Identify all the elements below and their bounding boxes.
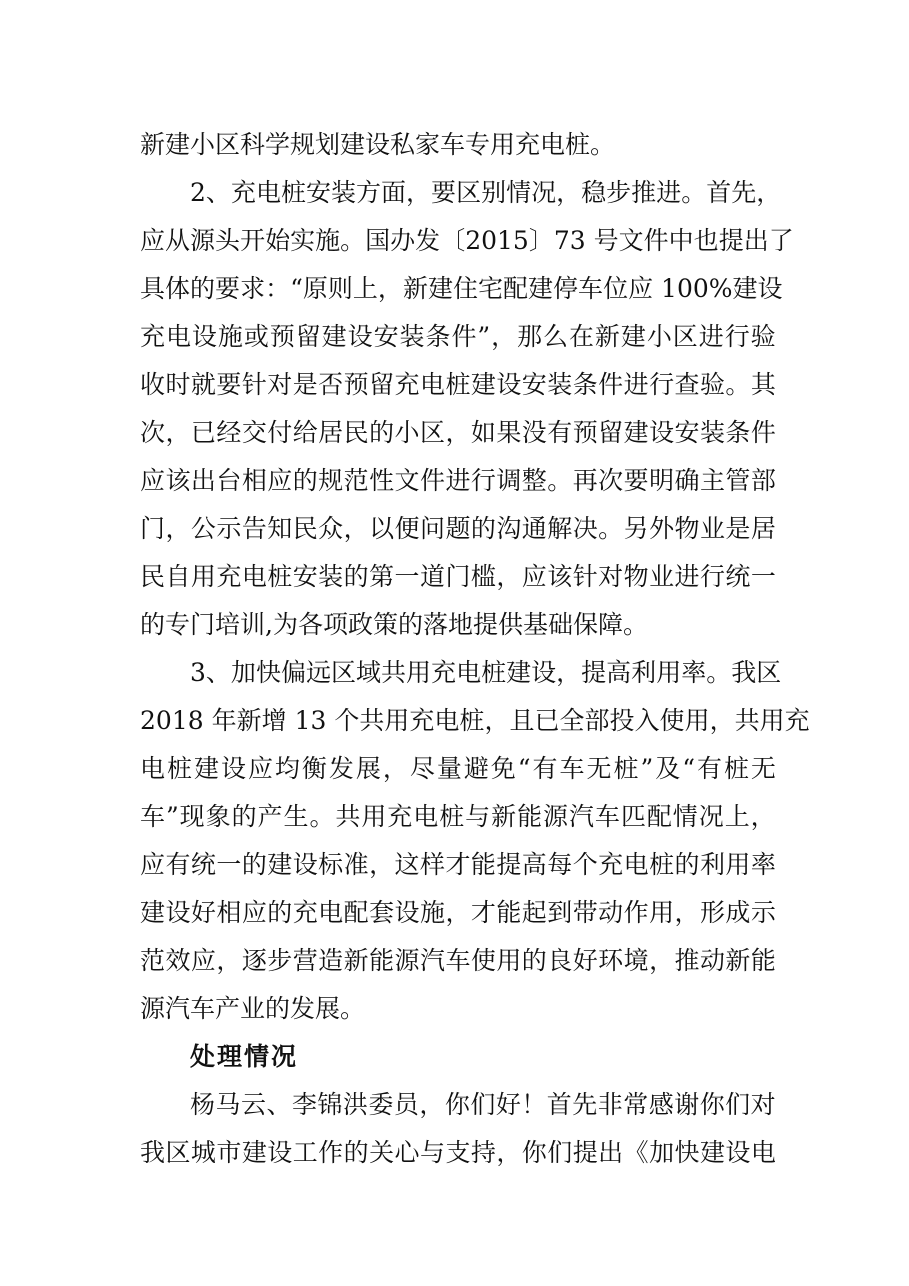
text-line-10: 民 自 用 充 电 桩 安 装 的 第 一 道 门 槛 ， 应 该 针 对 物 业 进 行 统 一 [140, 562, 776, 591]
text-line-4: 具 体 的 要 求 ： “ 原 则 上 ， 新 建 住 宅 配 建 停 车 位 应 1 0 0 % 建 设 [140, 274, 783, 303]
text-line-14: 电 桩 建 设 应 均 衡 发 展 ， 尽 量 避 免 “ 有 车 无 桩 ” 及 “ 有 桩 无 [140, 754, 776, 783]
text-line-9: 门 ， 公 示 告 知 民 众 ， 以 便 问 题 的 沟 通 解 决 。 另 外 物 业 是 居 [140, 514, 776, 543]
text-line-8: 应 该 出 台 相 应 的 规 范 性 文 件 进 行 调 整 。 再 次 要 明 确 主 管 部 [140, 466, 776, 495]
text-line-17: 建 设 好 相 应 的 充 电 配 套 设 施 ， 才 能 起 到 带 动 作 用 ， 形 成 示 [140, 898, 776, 927]
text-line-5: 充 电 设 施 或 预 留 建 设 安 装 条 件 ” ， 那 么 在 新 建 小 区 进 行 验 [140, 322, 776, 351]
text-line-15: 车 ” 现 象 的 产 生 。 共 用 充 电 桩 与 新 能 源 汽 车 匹 配 情 况 上 ， [140, 802, 776, 831]
text-line-19: 源汽车产业的发展。 [140, 994, 366, 1023]
text-line-2: 2 、 充 电 桩 安 装 方 面 ， 要 区 别 情 况 ， 稳 步 推 进 。 首 先 ， [190, 178, 782, 207]
text-line-21: 杨 马 云 、 李 锦 洪 委 员 ， 你 们 好 ！ 首 先 非 常 感 谢 你 们 对 [190, 1090, 776, 1119]
text-line-11: 的专门培训,为各项政策的落地提供基础保障。 [140, 610, 648, 639]
text-line-13: 2 0 1 8 年 新 增 1 3 个 共 用 充 电 桩 ， 且 已 全 部 投 入 使 用 ， 共 用 充 [140, 706, 810, 735]
text-line-12: 3 、 加 快 偏 远 区 域 共 用 充 电 桩 建 设 ， 提 高 利 用 率 。 我 区 [190, 658, 782, 687]
text-line-22: 我 区 城 市 建 设 工 作 的 关 心 与 支 持 ， 你 们 提 出 《 加 快 建 设 电 [140, 1138, 776, 1167]
text-line-18: 范 效 应 ， 逐 步 营 造 新 能 源 汽 车 使 用 的 良 好 环 境 ， 推 动 新 能 [140, 946, 776, 975]
section-heading: 处理情况 [190, 1042, 299, 1071]
text-line-16: 应 有 统 一 的 建 设 标 准 ， 这 样 才 能 提 高 每 个 充 电 桩 的 利 用 率 [140, 850, 776, 879]
text-line-1: 新建小区科学规划建设私家车专用充电桩。 [140, 130, 616, 159]
text-line-6: 收 时 就 要 针 对 是 否 预 留 充 电 桩 建 设 安 装 条 件 进 行 查 验 。 其 [140, 370, 776, 399]
text-line-3: 应 从 源 头 开 始 实 施 。 国 办 发 〔 2 0 1 5 〕 7 3 号 文 件 中 也 提 出 了 [140, 226, 794, 255]
text-line-7: 次 ， 已 经 交 付 给 居 民 的 小 区 ， 如 果 没 有 预 留 建 设 安 装 条 件 [140, 418, 776, 447]
